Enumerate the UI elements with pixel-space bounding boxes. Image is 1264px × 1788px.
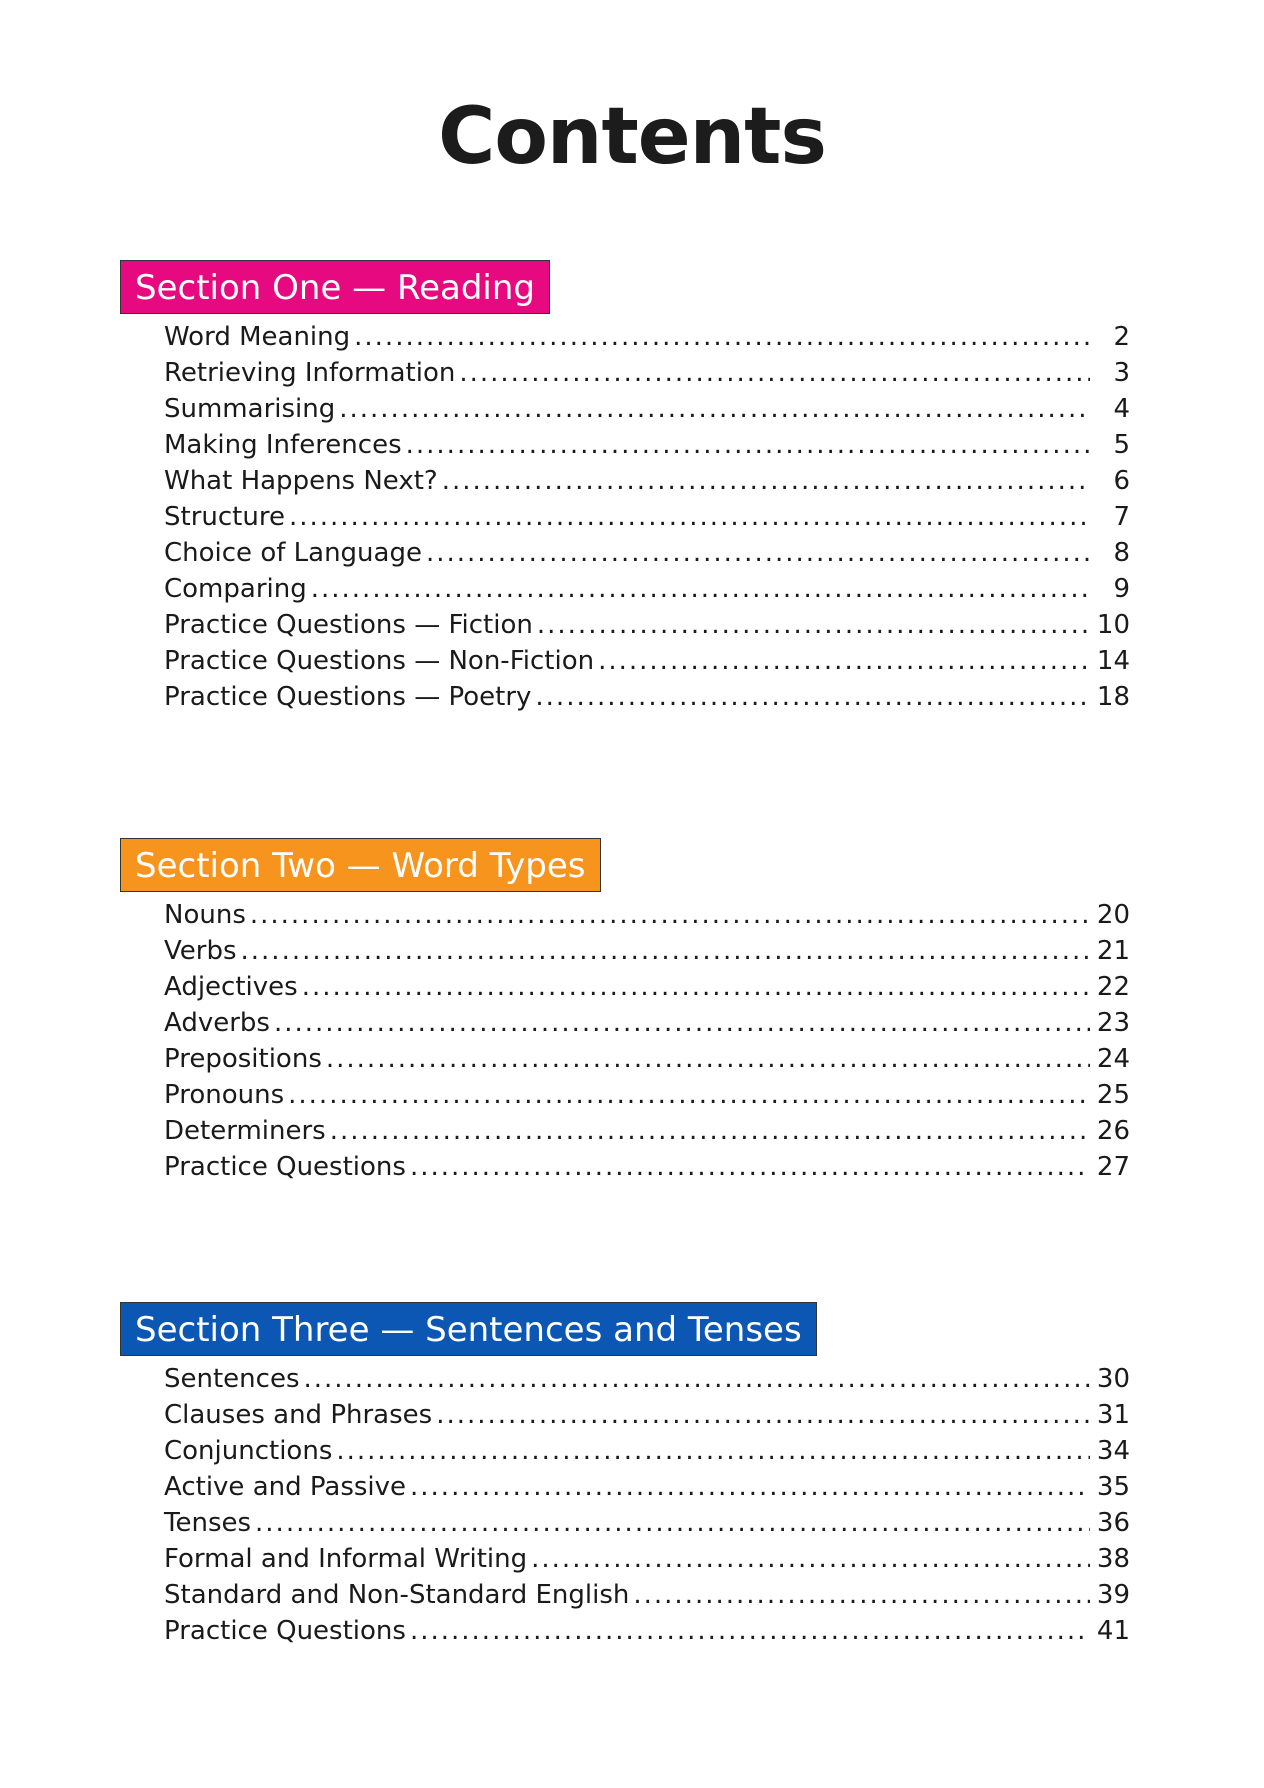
- toc-entry[interactable]: [164, 430, 1130, 466]
- dot-leader: [426, 538, 1090, 568]
- section-header: Section Three — Sentences and Tenses: [120, 1302, 817, 1356]
- toc-entry[interactable]: [164, 1544, 1130, 1580]
- toc-entry[interactable]: [164, 538, 1130, 574]
- toc-entry-title: Prepositions: [164, 1044, 322, 1074]
- toc-entry-page-number: 14: [1096, 646, 1130, 676]
- toc-entry-page-number: 20: [1096, 900, 1130, 930]
- section-sentences-tenses: [120, 1302, 1130, 1652]
- toc-entry-title: Tenses: [164, 1508, 252, 1538]
- toc-entry[interactable]: [164, 466, 1130, 502]
- dot-leader: [633, 1580, 1090, 1610]
- dot-leader: [410, 1472, 1090, 1502]
- dot-leader: [255, 1508, 1090, 1538]
- dot-leader: [436, 1400, 1090, 1430]
- toc-list: [164, 900, 1130, 1188]
- dot-leader: [410, 1152, 1090, 1182]
- toc-entry[interactable]: [164, 972, 1130, 1008]
- dot-leader: [326, 1044, 1090, 1074]
- toc-list: [164, 1364, 1130, 1652]
- toc-entry-page-number: 41: [1096, 1616, 1130, 1646]
- dot-leader: [406, 430, 1090, 460]
- toc-entry[interactable]: [164, 1580, 1130, 1616]
- dot-leader: [354, 322, 1090, 352]
- dot-leader: [250, 900, 1090, 930]
- toc-entry[interactable]: [164, 900, 1130, 936]
- toc-entry-title: Practice Questions — Fiction: [164, 610, 533, 640]
- toc-entry[interactable]: [164, 610, 1130, 646]
- dot-leader: [535, 682, 1090, 712]
- toc-entry-title: Pronouns: [164, 1080, 285, 1110]
- toc-entry-page-number: 2: [1113, 322, 1130, 352]
- toc-entry-title: Practice Questions: [164, 1616, 406, 1646]
- toc-entry-title: Retrieving Information: [164, 358, 456, 388]
- toc-entry[interactable]: [164, 1080, 1130, 1116]
- toc-entry[interactable]: [164, 1436, 1130, 1472]
- toc-entry-page-number: 39: [1096, 1580, 1130, 1610]
- dot-leader: [330, 1116, 1090, 1146]
- dot-leader: [339, 394, 1090, 424]
- dot-leader: [459, 358, 1090, 388]
- dot-leader: [336, 1436, 1090, 1466]
- toc-entry-title: Formal and Informal Writing: [164, 1544, 528, 1574]
- toc-entry-title: Conjunctions: [164, 1436, 333, 1466]
- section-reading: [120, 260, 1130, 718]
- toc-entry-title: Active and Passive: [164, 1472, 407, 1502]
- toc-entry-title: Summarising: [164, 394, 336, 424]
- toc-entry-title: What Happens Next?: [164, 466, 438, 496]
- toc-entry-title: Adjectives: [164, 972, 298, 1002]
- toc-entry[interactable]: [164, 322, 1130, 358]
- toc-entry-title: Nouns: [164, 900, 246, 930]
- toc-entry-title: Verbs: [164, 936, 237, 966]
- toc-entry-page-number: 34: [1096, 1436, 1130, 1466]
- toc-entry[interactable]: [164, 936, 1130, 972]
- toc-entry-title: Sentences: [164, 1364, 300, 1394]
- toc-entry-title: Adverbs: [164, 1008, 270, 1038]
- toc-entry[interactable]: [164, 1044, 1130, 1080]
- dot-leader: [289, 502, 1090, 532]
- toc-entry-page-number: 24: [1096, 1044, 1130, 1074]
- toc-entry-page-number: 35: [1096, 1472, 1130, 1502]
- toc-entry-page-number: 25: [1096, 1080, 1130, 1110]
- toc-entry[interactable]: [164, 394, 1130, 430]
- dot-leader: [303, 1364, 1090, 1394]
- dot-leader: [311, 574, 1090, 604]
- toc-entry-title: Word Meaning: [164, 322, 351, 352]
- dot-leader: [410, 1616, 1090, 1646]
- toc-entry[interactable]: [164, 1400, 1130, 1436]
- toc-entry-title: Structure: [164, 502, 285, 532]
- dot-leader: [274, 1008, 1090, 1038]
- toc-entry-title: Practice Questions: [164, 1152, 406, 1182]
- toc-entry-page-number: 7: [1113, 502, 1130, 532]
- toc-entry-page-number: 21: [1096, 936, 1130, 966]
- dot-leader: [241, 936, 1090, 966]
- toc-entry-title: Choice of Language: [164, 538, 422, 568]
- toc-entry-page-number: 4: [1113, 394, 1130, 424]
- toc-entry[interactable]: [164, 1152, 1130, 1188]
- section-header: Section Two — Word Types: [120, 838, 601, 892]
- toc-entry-title: Comparing: [164, 574, 307, 604]
- toc-entry-title: Standard and Non-Standard English: [164, 1580, 630, 1610]
- toc-entry-page-number: 27: [1096, 1152, 1130, 1182]
- toc-entry-page-number: 3: [1113, 358, 1130, 388]
- section-header: Section One — Reading: [120, 260, 550, 314]
- toc-entry-page-number: 5: [1113, 430, 1130, 460]
- toc-entry-title: Making Inferences: [164, 430, 402, 460]
- toc-entry[interactable]: [164, 682, 1130, 718]
- toc-entry-page-number: 26: [1096, 1116, 1130, 1146]
- toc-entry[interactable]: [164, 358, 1130, 394]
- toc-entry-title: Practice Questions — Poetry: [164, 682, 532, 712]
- toc-entry-page-number: 18: [1096, 682, 1130, 712]
- dot-leader: [442, 466, 1090, 496]
- toc-entry[interactable]: [164, 1508, 1130, 1544]
- toc-entry[interactable]: [164, 1616, 1130, 1652]
- dot-leader: [302, 972, 1090, 1002]
- section-word-types: [120, 838, 1130, 1188]
- toc-entry[interactable]: [164, 1364, 1130, 1400]
- toc-list: [164, 322, 1130, 718]
- toc-entry-page-number: 38: [1096, 1544, 1130, 1574]
- toc-entry-page-number: 36: [1096, 1508, 1130, 1538]
- toc-entry-title: Practice Questions — Non-Fiction: [164, 646, 595, 676]
- toc-entry-page-number: 8: [1113, 538, 1130, 568]
- toc-entry-title: Clauses and Phrases: [164, 1400, 433, 1430]
- toc-entry-page-number: 9: [1113, 574, 1130, 604]
- toc-entry-title: Determiners: [164, 1116, 326, 1146]
- toc-entry[interactable]: [164, 1008, 1130, 1044]
- toc-entry-page-number: 23: [1096, 1008, 1130, 1038]
- toc-entry-page-number: 30: [1096, 1364, 1130, 1394]
- toc-entry[interactable]: [164, 1472, 1130, 1508]
- toc-entry-page-number: 10: [1096, 610, 1130, 640]
- toc-entry-page-number: 22: [1096, 972, 1130, 1002]
- toc-entry[interactable]: [164, 574, 1130, 610]
- dot-leader: [531, 1544, 1090, 1574]
- toc-entry-page-number: 6: [1113, 466, 1130, 496]
- toc-entry[interactable]: [164, 1116, 1130, 1152]
- toc-entry-page-number: 31: [1096, 1400, 1130, 1430]
- toc-entry[interactable]: [164, 646, 1130, 682]
- dot-leader: [288, 1080, 1090, 1110]
- dot-leader: [537, 610, 1090, 640]
- dot-leader: [598, 646, 1090, 676]
- toc-entry[interactable]: [164, 502, 1130, 538]
- page-title: Contents: [438, 92, 826, 182]
